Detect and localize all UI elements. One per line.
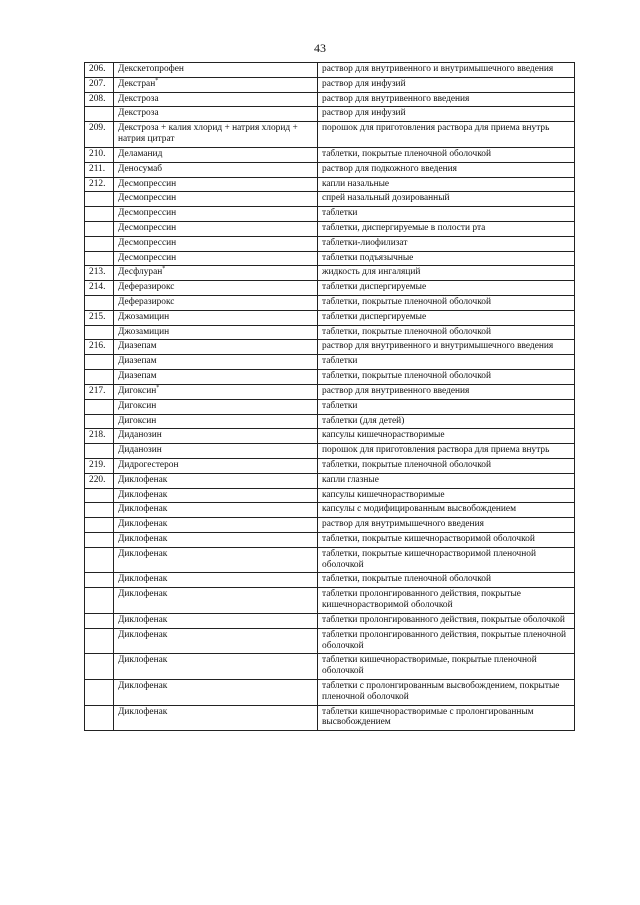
drug-name: Диклофенак: [118, 504, 168, 515]
table-row: [85, 429, 575, 444]
dosage-form: капли назальные: [318, 177, 575, 192]
footnote-marker: *: [155, 77, 159, 84]
drug-name: Диклофенак: [118, 474, 168, 485]
drug-table: [84, 62, 575, 731]
drug-name: Джозамицин: [118, 311, 170, 322]
dosage-form: раствор для внутримышечного введения: [318, 518, 575, 533]
dosage-form: таблетки-лиофилизат: [318, 236, 575, 251]
row-number: [85, 705, 114, 731]
table-row: [85, 221, 575, 236]
dosage-form: таблетки с пролонгированным высвобождением, покрытые пленочной оболочкой: [318, 679, 575, 705]
drug-name: Диклофенак: [118, 706, 168, 717]
dosage-form: таблетки пролонгированного действия, покрытые оболочкой: [318, 613, 575, 628]
drug-name: Десмопрессин: [118, 193, 177, 204]
drug-name: Десмопрессин: [118, 178, 177, 189]
row-number: [85, 588, 114, 614]
row-number: 220.: [85, 473, 114, 488]
row-number: [85, 628, 114, 654]
row-number: [85, 613, 114, 628]
dosage-form: таблетки диспергируемые: [318, 310, 575, 325]
table-row: [85, 533, 575, 548]
drug-name: Диданозин: [118, 430, 162, 441]
drug-name: Диклофенак: [118, 629, 168, 640]
dosage-form: раствор для подкожного введения: [318, 162, 575, 177]
drug-name: Диклофенак: [118, 614, 168, 625]
drug-name-cell: [114, 573, 318, 588]
dosage-form: капли глазные: [318, 473, 575, 488]
table-row: [85, 236, 575, 251]
dosage-form: таблетки, покрытые пленочной оболочкой: [318, 325, 575, 340]
dosage-form: раствор для инфузий: [318, 77, 575, 92]
dosage-form: раствор для внутривенного и внутримышечного введения: [318, 63, 575, 78]
drug-name-cell: [114, 705, 318, 731]
drug-name-cell: [114, 107, 318, 122]
drug-name-cell: [114, 147, 318, 162]
dosage-form: таблетки (для детей): [318, 414, 575, 429]
drug-name: Дигоксин: [118, 400, 157, 411]
row-number: [85, 503, 114, 518]
drug-name: Диклофенак: [118, 574, 168, 585]
row-number: [85, 679, 114, 705]
table-row: [85, 77, 575, 92]
drug-name: Диклофенак: [118, 680, 168, 691]
dosage-form: таблетки кишечнорастворимые с пролонгированным высвобождением: [318, 705, 575, 731]
drug-name: Диклофенак: [118, 655, 168, 666]
table-row: [85, 177, 575, 192]
row-number: 209.: [85, 122, 114, 148]
table-row: [85, 458, 575, 473]
drug-name-cell: [114, 251, 318, 266]
drug-name: Диазепам: [118, 371, 157, 382]
dosage-form: таблетки, диспергируемые в полости рта: [318, 221, 575, 236]
row-number: [85, 414, 114, 429]
table-row: [85, 281, 575, 296]
row-number: [85, 236, 114, 251]
dosage-form: капсулы кишечнорастворимые: [318, 429, 575, 444]
row-number: [85, 399, 114, 414]
drug-name: Диклофенак: [118, 589, 168, 600]
drug-name-cell: [114, 236, 318, 251]
dosage-form: порошок для приготовления раствора для приема внутрь: [318, 122, 575, 148]
table-row: [85, 573, 575, 588]
drug-name-cell: [114, 177, 318, 192]
row-number: [85, 518, 114, 533]
dosage-form: капсулы с модифицированным высвобождением: [318, 503, 575, 518]
table-row: [85, 384, 575, 399]
drug-name: Десмопрессин: [118, 222, 177, 233]
drug-name-cell: [114, 370, 318, 385]
row-number: [85, 192, 114, 207]
drug-name: Диклофенак: [118, 519, 168, 530]
drug-name-cell: [114, 325, 318, 340]
row-number: [85, 444, 114, 459]
row-number: 212.: [85, 177, 114, 192]
row-number: [85, 296, 114, 311]
dosage-form: таблетки, покрытые кишечнорастворимой оболочкой: [318, 533, 575, 548]
drug-name-cell: [114, 547, 318, 573]
row-number: [85, 573, 114, 588]
drug-name-cell: [114, 458, 318, 473]
row-number: 211.: [85, 162, 114, 177]
drug-name-cell: [114, 444, 318, 459]
drug-name-cell: [114, 473, 318, 488]
drug-name-cell: [114, 679, 318, 705]
dosage-form: таблетки, покрытые пленочной оболочкой: [318, 147, 575, 162]
drug-name: Десмопрессин: [118, 208, 177, 219]
drug-name-cell: [114, 92, 318, 107]
row-number: [85, 207, 114, 222]
dosage-form: таблетки, покрытые пленочной оболочкой: [318, 573, 575, 588]
drug-name-cell: [114, 296, 318, 311]
drug-name-cell: [114, 310, 318, 325]
table-row: [85, 547, 575, 573]
row-number: 213.: [85, 266, 114, 281]
drug-name-cell: [114, 162, 318, 177]
drug-name: Декскетопрофен: [118, 64, 184, 74]
drug-name: Джозамицин: [118, 326, 170, 337]
drug-name-cell: [114, 122, 318, 148]
drug-name-cell: [114, 221, 318, 236]
drug-name-cell: [114, 399, 318, 414]
drug-name-cell: [114, 281, 318, 296]
drug-name-cell: [114, 266, 318, 281]
table-row: [85, 92, 575, 107]
dosage-form: таблетки: [318, 207, 575, 222]
dosage-form: капсулы кишечнорастворимые: [318, 488, 575, 503]
dosage-form: раствор для внутривенного введения: [318, 92, 575, 107]
row-number: 206.: [85, 63, 114, 78]
row-number: 214.: [85, 281, 114, 296]
row-number: [85, 221, 114, 236]
drug-name-cell: [114, 414, 318, 429]
table-row: [85, 679, 575, 705]
table-row: [85, 399, 575, 414]
row-number: [85, 547, 114, 573]
dosage-form: таблетки кишечнорастворимые, покрытые пленочной оболочкой: [318, 654, 575, 680]
drug-name-cell: [114, 429, 318, 444]
drug-name: Декстроза: [118, 93, 159, 104]
drug-name-cell: [114, 207, 318, 222]
row-number: [85, 370, 114, 385]
drug-name: Десфлуран: [118, 267, 163, 278]
row-number: [85, 325, 114, 340]
table-row: [85, 251, 575, 266]
table-row: [85, 192, 575, 207]
dosage-form: таблетки, покрытые пленочной оболочкой: [318, 296, 575, 311]
row-number: [85, 654, 114, 680]
table-row: [85, 162, 575, 177]
drug-name-cell: [114, 654, 318, 680]
table-row: [85, 355, 575, 370]
dosage-form: таблетки диспергируемые: [318, 281, 575, 296]
drug-name: Диклофенак: [118, 489, 168, 500]
drug-name-cell: [114, 533, 318, 548]
drug-name-cell: [114, 518, 318, 533]
drug-name: Диклофенак: [118, 534, 168, 544]
table-row: [85, 207, 575, 222]
dosage-form: таблетки, покрытые кишечнорастворимой пленочной оболочкой: [318, 547, 575, 573]
page-number: 43: [314, 41, 326, 55]
dosage-form: таблетки пролонгированного действия, покрытые кишечнорастворимой оболочкой: [318, 588, 575, 614]
drug-name-cell: [114, 628, 318, 654]
row-number: [85, 533, 114, 548]
drug-name: Дигоксин: [118, 415, 157, 426]
table-row: [85, 503, 575, 518]
row-number: 208.: [85, 92, 114, 107]
drug-name-cell: [114, 77, 318, 92]
drug-name: Диазепам: [118, 341, 157, 352]
drug-name: Десмопрессин: [118, 252, 177, 263]
dosage-form: порошок для приготовления раствора для приема внутрь: [318, 444, 575, 459]
drug-name: Деферазирокс: [118, 282, 175, 293]
dosage-form: таблетки, покрытые пленочной оболочкой: [318, 458, 575, 473]
dosage-form: таблетки: [318, 399, 575, 414]
row-number: [85, 488, 114, 503]
drug-name: Дигоксин: [118, 385, 157, 396]
table-row: [85, 63, 575, 78]
dosage-form: спрей назальный дозированный: [318, 192, 575, 207]
drug-name: Деносумаб: [118, 163, 163, 174]
footnote-marker: *: [162, 266, 166, 273]
table-row: [85, 705, 575, 731]
drug-name: Деферазирокс: [118, 297, 175, 307]
drug-name: Деламанид: [118, 148, 163, 159]
table-row: [85, 266, 575, 281]
table-row: [85, 518, 575, 533]
drug-name-cell: [114, 588, 318, 614]
row-number: 215.: [85, 310, 114, 325]
table-row: [85, 414, 575, 429]
drug-name-cell: [114, 384, 318, 399]
drug-name-cell: [114, 340, 318, 355]
drug-name: Декстроза: [118, 108, 159, 119]
drug-name: Диазепам: [118, 356, 157, 367]
drug-table-body: [85, 63, 575, 731]
table-row: [85, 325, 575, 340]
drug-name: Десмопрессин: [118, 237, 177, 248]
dosage-form: раствор для внутривенного и внутримышечного введения: [318, 340, 575, 355]
table-row: [85, 340, 575, 355]
table-row: [85, 628, 575, 654]
table-row: [85, 370, 575, 385]
drug-name: Диданозин: [118, 445, 162, 456]
row-number: [85, 107, 114, 122]
drug-name-cell: [114, 192, 318, 207]
drug-name: Диклофенак: [118, 548, 168, 559]
table-row: [85, 107, 575, 122]
table-row: [85, 147, 575, 162]
row-number: [85, 251, 114, 266]
drug-name: Декстран: [118, 78, 156, 89]
row-number: 216.: [85, 340, 114, 355]
table-row: [85, 296, 575, 311]
drug-name-cell: [114, 613, 318, 628]
drug-name-cell: [114, 355, 318, 370]
dosage-form: таблетки подъязычные: [318, 251, 575, 266]
table-row: [85, 473, 575, 488]
table-row: [85, 122, 575, 148]
dosage-form: жидкость для ингаляций: [318, 266, 575, 281]
table-row: [85, 488, 575, 503]
table-row: [85, 654, 575, 680]
drug-name: Декстроза + калия хлорид + натрия хлорид + натрия цитрат: [118, 123, 298, 145]
drug-name: Дидрогестерон: [118, 459, 179, 470]
table-row: [85, 613, 575, 628]
table-row: [85, 310, 575, 325]
row-number: 207.: [85, 77, 114, 92]
dosage-form: раствор для инфузий: [318, 107, 575, 122]
drug-name-cell: [114, 488, 318, 503]
drug-name-cell: [114, 63, 318, 78]
table-row: [85, 588, 575, 614]
row-number: [85, 355, 114, 370]
row-number: 219.: [85, 458, 114, 473]
dosage-form: таблетки: [318, 355, 575, 370]
drug-name-cell: [114, 503, 318, 518]
row-number: 218.: [85, 429, 114, 444]
dosage-form: таблетки, покрытые пленочной оболочкой: [318, 370, 575, 385]
row-number: 217.: [85, 384, 114, 399]
dosage-form: раствор для внутривенного введения: [318, 384, 575, 399]
footnote-marker: *: [156, 384, 160, 391]
table-row: [85, 444, 575, 459]
dosage-form: таблетки пролонгированного действия, покрытые пленочной оболочкой: [318, 628, 575, 654]
row-number: 210.: [85, 147, 114, 162]
